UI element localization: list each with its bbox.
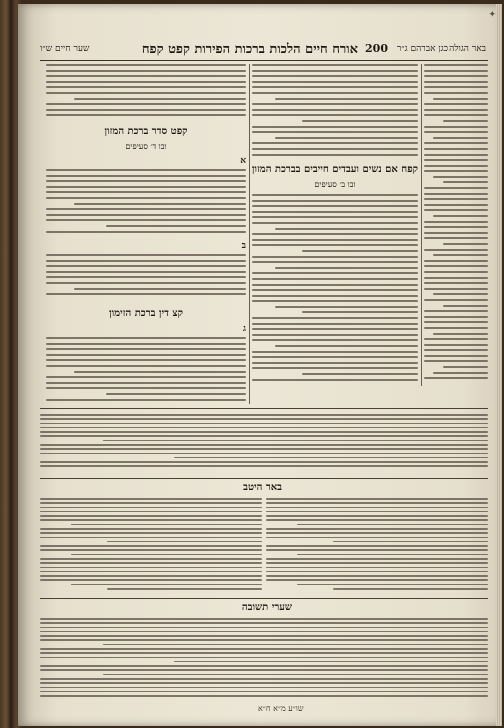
text-line [266, 498, 488, 500]
text-line [40, 639, 488, 641]
text-line [74, 98, 246, 100]
text-line [46, 191, 246, 193]
text-line [40, 652, 488, 654]
paragraph-marker: ג [243, 324, 246, 334]
text-line [252, 205, 418, 207]
text-line [424, 232, 488, 234]
text-line [275, 98, 418, 100]
text-line [40, 648, 488, 650]
section-subheading-mid: ובו ב׳ סעיפים [314, 180, 356, 189]
text-line [103, 674, 488, 676]
text-line [266, 562, 488, 564]
text-line [424, 159, 488, 161]
text-line [433, 137, 488, 139]
text-line [424, 360, 488, 362]
text-line [46, 109, 246, 111]
text-line [46, 365, 246, 367]
text-line [302, 311, 418, 313]
text-line [46, 175, 246, 177]
text-line [424, 165, 488, 167]
text-line [266, 571, 488, 573]
text-line [46, 75, 246, 77]
text-line [46, 260, 246, 262]
text-line [46, 348, 246, 350]
text-line [252, 70, 418, 72]
text-line [266, 519, 488, 521]
main-text-lines [46, 254, 246, 304]
text-line [46, 282, 246, 284]
text-line [424, 327, 488, 329]
text-line [252, 300, 418, 302]
text-line [424, 237, 488, 239]
text-line [46, 337, 246, 339]
text-line [74, 203, 246, 205]
section-rule [40, 598, 488, 599]
text-line [424, 260, 488, 262]
text-line [252, 289, 418, 291]
paragraph-marker: א [240, 156, 246, 166]
section-heading-main: קפט סדר ברכת המזון [104, 126, 188, 137]
text-line [40, 657, 488, 659]
text-line [433, 98, 488, 100]
text-line [46, 186, 246, 188]
text-line [46, 376, 246, 378]
text-line [252, 244, 418, 246]
text-line [46, 271, 246, 273]
commentary-title-2: שערי תשובה [241, 602, 292, 613]
text-line [252, 278, 418, 280]
text-line [252, 272, 418, 274]
text-line [443, 305, 488, 307]
text-line [424, 148, 488, 150]
text-line [252, 216, 418, 218]
text-line [424, 344, 488, 346]
text-line [40, 669, 488, 671]
text-line [266, 511, 488, 513]
text-line [252, 109, 418, 111]
text-line [252, 256, 418, 258]
text-line [46, 214, 246, 216]
text-line [424, 109, 488, 111]
text-line [40, 618, 488, 620]
text-line [40, 444, 488, 446]
text-line [46, 293, 246, 295]
text-line [40, 579, 262, 581]
text-line [424, 70, 488, 72]
text-line [433, 293, 488, 295]
text-line [252, 194, 418, 196]
section-subheading-main: ובו ד׳ סעיפים [125, 142, 167, 151]
text-line [266, 567, 488, 569]
text-line [252, 362, 418, 364]
text-line [443, 366, 488, 368]
text-line [40, 562, 262, 564]
text-line [46, 86, 246, 88]
text-line [424, 75, 488, 77]
text-line [40, 511, 262, 513]
text-line [40, 665, 488, 667]
text-line [252, 211, 418, 213]
page-edge [496, 4, 502, 726]
text-line [424, 221, 488, 223]
text-line [275, 228, 418, 230]
section-heading-main-2: קצ דין ברכת הזימון [109, 308, 183, 319]
paragraph-marker: ב [241, 241, 246, 251]
text-line [252, 126, 418, 128]
text-line [252, 233, 418, 235]
text-line [46, 343, 246, 345]
text-line [40, 453, 488, 455]
text-line [424, 81, 488, 83]
text-line [424, 338, 488, 340]
main-text-lines [46, 64, 246, 122]
text-line [40, 465, 488, 467]
text-line [433, 254, 488, 256]
text-line [71, 554, 262, 556]
text-line [40, 431, 488, 433]
text-line [297, 584, 488, 586]
text-line [40, 635, 488, 637]
text-line [40, 682, 488, 684]
text-line [174, 661, 488, 663]
lower-passage [40, 414, 488, 474]
text-line [46, 231, 246, 233]
text-line [333, 541, 488, 543]
text-line [40, 461, 488, 463]
text-line [424, 92, 488, 94]
text-line [424, 187, 488, 189]
text-line [252, 239, 418, 241]
text-line [46, 197, 246, 199]
text-line [40, 498, 262, 500]
commentary-lines [40, 498, 262, 594]
text-line [424, 142, 488, 144]
text-line [424, 282, 488, 284]
text-line [275, 345, 418, 347]
text-line [252, 261, 418, 263]
text-line [266, 532, 488, 534]
text-line [252, 92, 418, 94]
main-text-lines [46, 169, 246, 239]
text-line [40, 418, 488, 420]
text-line [40, 537, 262, 539]
text-line [252, 334, 418, 336]
text-line [424, 64, 488, 66]
text-line [40, 678, 488, 680]
text-line [40, 528, 262, 530]
text-line [424, 131, 488, 133]
text-line [74, 371, 246, 373]
text-line [424, 316, 488, 318]
text-line [40, 507, 262, 509]
text-line [443, 243, 488, 245]
text-line [252, 86, 418, 88]
commentary-left-block [40, 498, 262, 594]
text-line [40, 558, 262, 560]
text-line [252, 131, 418, 133]
text-line [252, 339, 418, 341]
text-line [424, 154, 488, 156]
text-line [266, 558, 488, 560]
commentary-column [252, 64, 418, 384]
text-line [252, 356, 418, 358]
text-line [333, 588, 488, 590]
commentary-right-block [266, 498, 488, 594]
text-line [40, 427, 488, 429]
text-line [40, 687, 488, 689]
commentary-text-lines [252, 64, 418, 160]
margin-text-lines [424, 64, 488, 386]
text-line [40, 549, 262, 551]
text-line [252, 81, 418, 83]
text-line [40, 691, 488, 693]
text-line [46, 254, 246, 256]
text-line [40, 519, 262, 521]
text-line [46, 64, 246, 66]
text-line [424, 377, 488, 379]
text-line [46, 208, 246, 210]
text-line [46, 354, 246, 356]
text-line [424, 193, 488, 195]
page-title: אורח חיים הלכות ברכות הפירות קפט קפח [141, 42, 358, 57]
header-left-label: שער חיים ש״ו [40, 44, 90, 54]
text-line [424, 288, 488, 290]
text-line [40, 435, 488, 437]
book-page [18, 4, 502, 726]
running-header [40, 40, 488, 58]
column-divider [421, 64, 422, 386]
text-line [266, 507, 488, 509]
text-line [252, 367, 418, 369]
text-line [252, 142, 418, 144]
text-line [40, 567, 262, 569]
text-line [252, 317, 418, 319]
text-line [266, 502, 488, 504]
text-line [252, 154, 418, 156]
text-line [297, 554, 488, 556]
text-line [46, 114, 246, 116]
text-line [40, 515, 262, 517]
text-line [433, 215, 488, 217]
text-line [40, 502, 262, 504]
lower-passage-lines [40, 414, 488, 474]
text-line [103, 644, 488, 646]
text-line [424, 114, 488, 116]
text-line [252, 75, 418, 77]
text-line [433, 372, 488, 374]
text-line [40, 571, 262, 573]
text-line [424, 198, 488, 200]
text-line [424, 310, 488, 312]
text-line [40, 695, 488, 697]
commentary-lines [40, 618, 488, 700]
text-line [266, 515, 488, 517]
text-line [46, 180, 246, 182]
commentary-title: באר היטב [243, 482, 282, 493]
text-line [443, 120, 488, 122]
text-line [46, 92, 246, 94]
text-line [252, 328, 418, 330]
text-line [424, 170, 488, 172]
text-line [107, 541, 262, 543]
text-line [46, 70, 246, 72]
text-line [424, 271, 488, 273]
text-line [252, 148, 418, 150]
section-rule [40, 408, 488, 409]
commentary-text-lines [252, 194, 418, 384]
text-line [424, 86, 488, 88]
text-line [297, 524, 488, 526]
main-text-column [46, 64, 246, 404]
text-line [266, 549, 488, 551]
text-line [424, 209, 488, 211]
text-line [106, 225, 246, 227]
text-line [252, 200, 418, 202]
text-line [424, 126, 488, 128]
text-line [424, 321, 488, 323]
text-line [252, 64, 418, 66]
text-line [40, 545, 262, 547]
text-line [424, 204, 488, 206]
commentary-lines [266, 498, 488, 594]
text-line [266, 579, 488, 581]
text-line [424, 265, 488, 267]
text-line [266, 575, 488, 577]
text-line [302, 250, 418, 252]
text-line [252, 351, 418, 353]
text-line [252, 323, 418, 325]
text-line [252, 103, 418, 105]
text-line [174, 457, 488, 459]
text-line [46, 387, 246, 389]
text-line [424, 249, 488, 251]
text-line [40, 414, 488, 416]
text-line [46, 265, 246, 267]
text-line [40, 627, 488, 629]
text-line [40, 575, 262, 577]
text-line [252, 114, 418, 116]
text-line [443, 181, 488, 183]
text-line [40, 631, 488, 633]
text-line [46, 399, 246, 401]
text-line [40, 423, 488, 425]
text-line [252, 284, 418, 286]
commentary-bottom-block [40, 618, 488, 700]
text-line [46, 276, 246, 278]
text-line [46, 169, 246, 171]
header-right-label: באר הגולה [449, 44, 486, 54]
text-line [107, 588, 262, 590]
text-line [275, 267, 418, 269]
page-number: 200 [365, 42, 388, 55]
text-line [433, 176, 488, 178]
text-line [46, 359, 246, 361]
text-line [275, 137, 418, 139]
text-line [40, 622, 488, 624]
text-line [40, 448, 488, 450]
header-rule [40, 60, 488, 61]
text-line [103, 440, 488, 442]
text-line [302, 120, 418, 122]
text-line [106, 393, 246, 395]
text-line [46, 81, 246, 83]
text-line [252, 222, 418, 224]
text-line [266, 528, 488, 530]
text-line [424, 355, 488, 357]
text-line [71, 584, 262, 586]
footer-signature: שו״ע מ״א ח״א [258, 704, 304, 713]
text-line [266, 537, 488, 539]
text-line [40, 532, 262, 534]
text-line [424, 299, 488, 301]
text-line [424, 226, 488, 228]
header-center-label: כגן אברהם ג״ר [396, 44, 448, 54]
text-line [252, 379, 418, 381]
main-text-lines [46, 337, 246, 404]
text-line [46, 103, 246, 105]
margin-column-right [424, 64, 488, 386]
text-line [46, 219, 246, 221]
text-line [424, 277, 488, 279]
text-line [302, 373, 418, 375]
text-line [433, 333, 488, 335]
text-line [424, 349, 488, 351]
text-line [46, 382, 246, 384]
text-line [74, 288, 246, 290]
text-line [266, 545, 488, 547]
text-line [275, 306, 418, 308]
section-rule [40, 478, 488, 479]
text-line [424, 103, 488, 105]
column-divider [249, 64, 250, 404]
text-line [71, 524, 262, 526]
text-line [252, 295, 418, 297]
section-heading-mid: קפח אם נשים ועבדים חייבים בברכת המזון [252, 164, 418, 175]
decorative-mark-icon: ✦ [488, 10, 496, 20]
